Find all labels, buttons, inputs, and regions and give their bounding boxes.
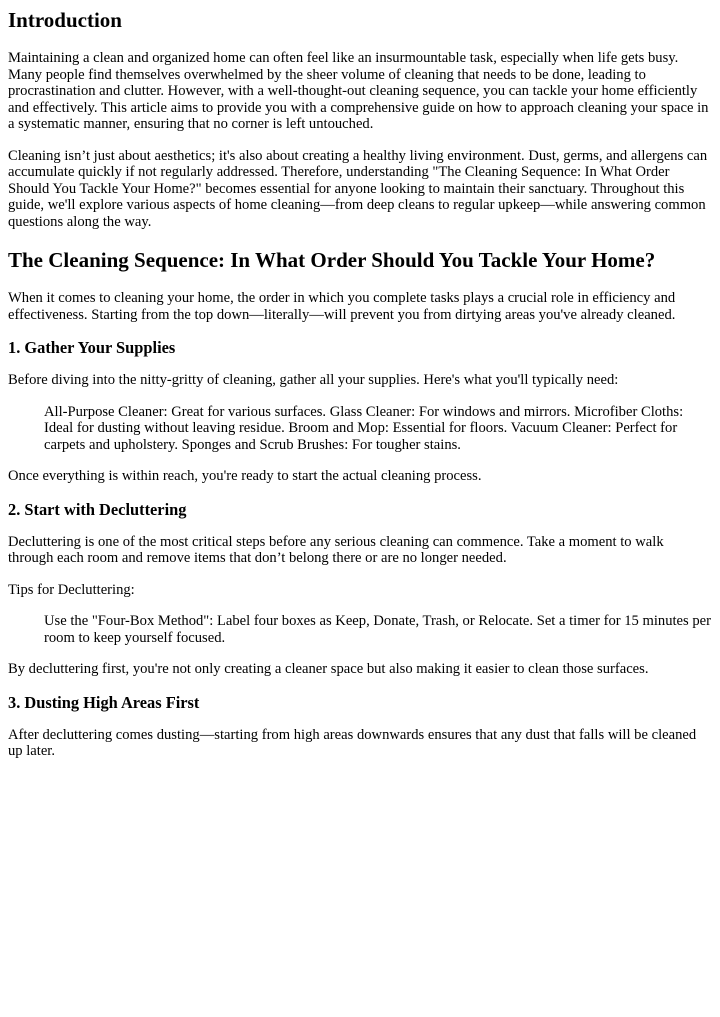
- section-heading-dusting: 3. Dusting High Areas First: [8, 692, 200, 712]
- decluttering-outro: By decluttering first, you're not only creating a cleaner space but also making it easier to clean those surfaces.: [8, 661, 649, 677]
- section-heading-decluttering: 2. Start with Decluttering: [8, 499, 187, 519]
- dusting-intro: After decluttering comes dusting—starting from high areas downwards ensures that any dust that falls will be cleaned up later.: [8, 726, 697, 759]
- decluttering-tips: Use the "Four-Box Method": Label four boxes as Keep, Donate, Trash, or Relocate. Set a timer for 15 minutes per room to keep yourself focused.: [44, 613, 711, 646]
- main-paragraph-1: When it comes to cleaning your home, the order in which you complete tasks plays a crucial role in efficiency and effectiveness. Starting from the top down—literally—will prevent you from dirtying areas you've already cleaned.: [8, 290, 676, 323]
- decluttering-tips-label: Tips for Decluttering:: [8, 581, 135, 598]
- supplies-outro: Once everything is within reach, you're ready to start the actual cleaning process.: [8, 468, 482, 484]
- intro-paragraph-1: Maintaining a clean and organized home can often feel like an insurmountable task, especially when life gets busy. Many people find themselves overwhelmed by the sheer volume of cleaning that needs to be done, leading to procrastination and clutter. However, with a well-thought-out cleaning sequence, you can tackle your home efficiently and effectively. This article aims to provide you with a comprehensive guide on how to approach cleaning your space in a systematic manner, ensuring that no corner is left untouched.: [8, 50, 709, 132]
- decluttering-intro: Decluttering is one of the most critical steps before any serious cleaning can commence. Take a moment to walk through each room and remove items that don’t belong there or are no longer needed.: [8, 533, 664, 566]
- intro-paragraph-2: Cleaning isn’t just about aesthetics; it's also about creating a healthy living environment. Dust, germs, and allergens can accumulate quickly if not regularly addressed. Therefore, understanding "The Cleaning Sequence: In What Order Should You Tackle Your Home?" becomes essential for anyone looking to maintain their sanctuary. Throughout this guide, we'll explore various aspects of home cleaning—from deep cleans to regular upkeep—while answering common questions along the way.: [8, 147, 708, 230]
- main-heading: The Cleaning Sequence: In What Order Should You Tackle Your Home?: [8, 248, 656, 272]
- intro-heading: Introduction: [8, 8, 122, 32]
- supplies-intro: Before diving into the nitty-gritty of cleaning, gather all your supplies. Here's what you'll typically need:: [8, 372, 619, 388]
- supplies-list: All-Purpose Cleaner: Great for various surfaces. Glass Cleaner: For windows and mirrors. Microfiber Cloths: Ideal for dusting without leaving residue. Broom and Mop: Essential for floors. Vacuum Cleaner: Perfect for carpets and upholstery. Sponges and Scrub Brushes: For tougher stains.: [44, 403, 684, 453]
- section-heading-supplies: 1. Gather Your Supplies: [8, 338, 176, 357]
